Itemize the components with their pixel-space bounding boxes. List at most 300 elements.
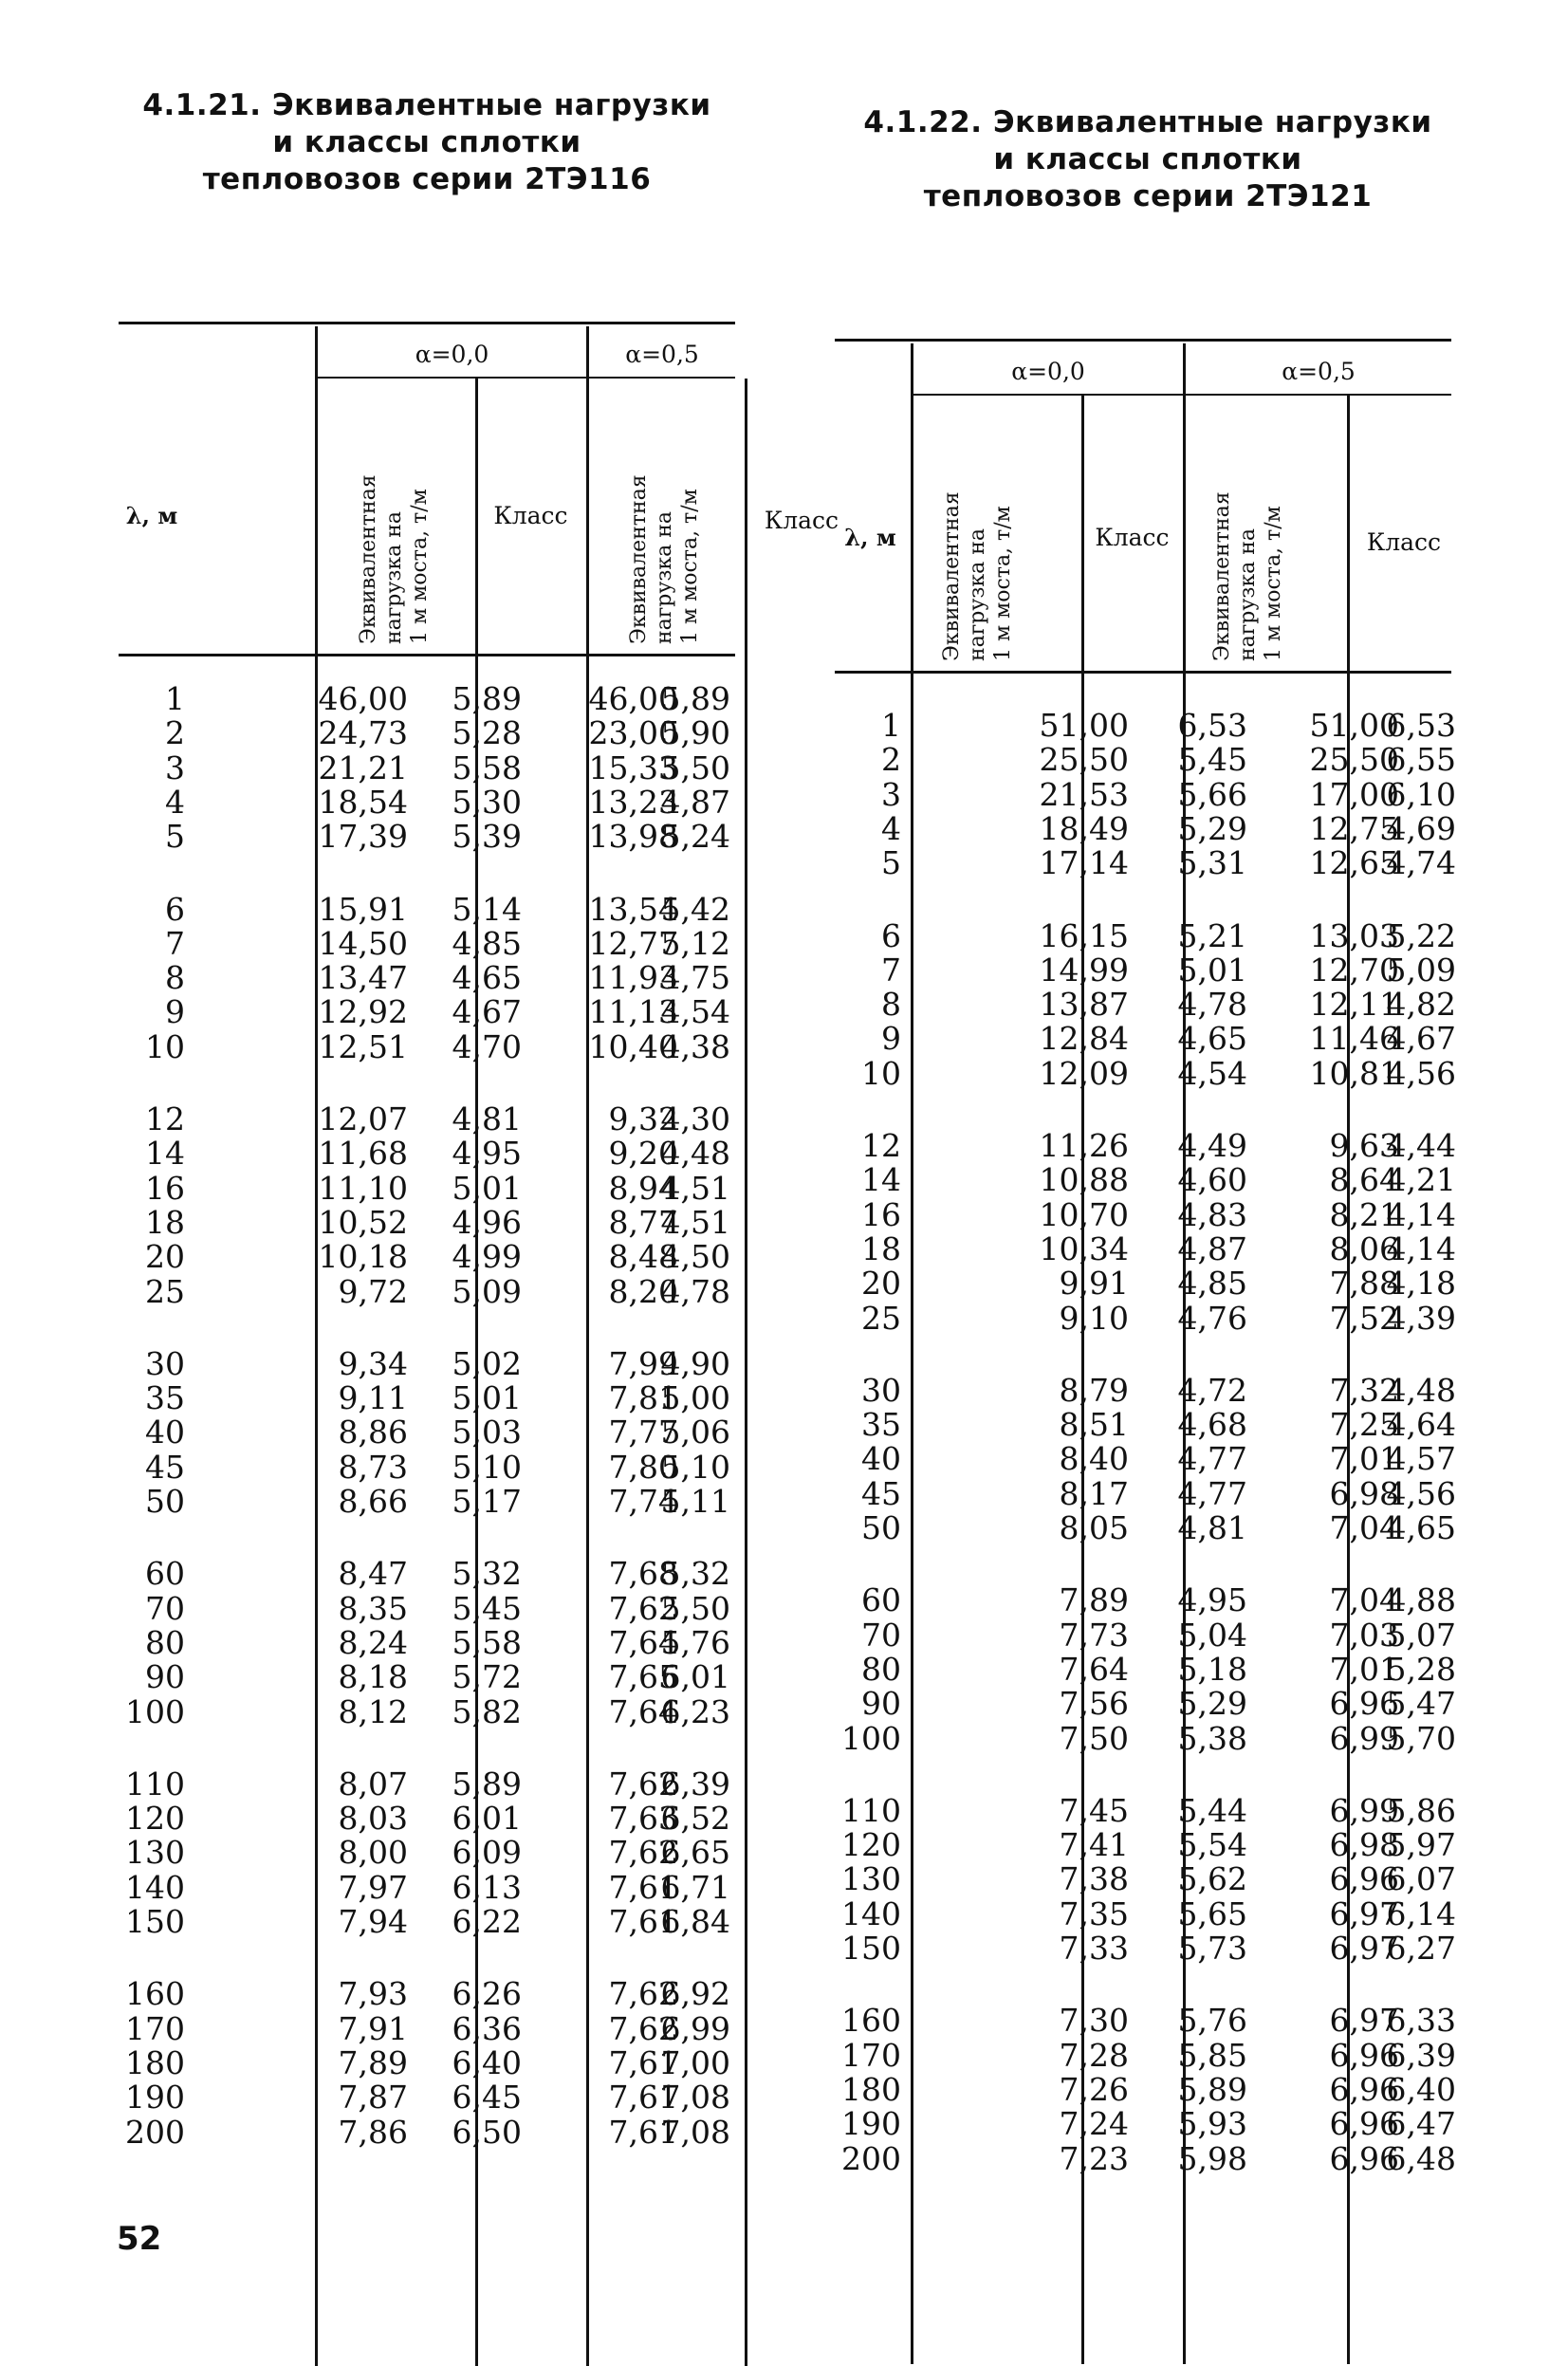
load-a0-cell: 7,87	[338, 2079, 408, 2116]
load-a05-cell: 7,88	[1329, 1265, 1399, 1303]
table-row	[835, 988, 1461, 1022]
load-a05-cell: 7,01	[1329, 1440, 1399, 1478]
page-number: 52	[117, 2220, 162, 2258]
class-a05-cell: 4,75	[660, 959, 730, 997]
load-a0-cell: 16,15	[1039, 916, 1129, 954]
table-row	[835, 953, 1461, 988]
load-a0-cell: 7,93	[338, 1975, 408, 2013]
table-row	[835, 1442, 1461, 1476]
load-a05-cell: 7,62	[608, 1589, 678, 1627]
lambda-cell: 120	[841, 1826, 901, 1864]
load-a05-cell: 23,00	[588, 714, 678, 752]
lambda-cell: 6	[881, 916, 901, 954]
table-row	[835, 2139, 1461, 2177]
load-a05-cell: 8,20	[608, 1272, 678, 1310]
lambda-cell: 3	[881, 775, 901, 813]
table-row	[119, 1102, 735, 1137]
table-row	[119, 1589, 735, 1627]
load-a05-cell: 7,61	[608, 1868, 678, 1906]
class-a05-cell: 4,87	[660, 783, 730, 821]
load-a0-cell: 21,21	[318, 749, 408, 786]
class-a0-cell: 4,85	[1177, 1265, 1247, 1303]
table-row	[119, 1977, 735, 2011]
class-a0-cell: 6,40	[452, 2043, 522, 2081]
table-row	[119, 890, 735, 928]
class-a05-cell: 5,50	[660, 749, 730, 786]
class-a0-cell: 5,58	[452, 1623, 522, 1661]
lambda-cell: 5	[165, 818, 185, 856]
table-row	[835, 2070, 1461, 2108]
class-a05-cell: 5,76	[660, 1623, 730, 1661]
class-a05-cell: 5,70	[1386, 1719, 1456, 1757]
class-header: Класс	[1366, 528, 1442, 556]
load-a05-cell: 17,00	[1309, 775, 1399, 813]
class-a0-cell: 5,02	[452, 1344, 522, 1382]
class-a05-cell: 4,48	[1386, 1371, 1456, 1409]
table-row	[119, 995, 735, 1029]
lambda-cell: 110	[841, 1791, 901, 1829]
class-a0-cell: 5,58	[452, 749, 522, 786]
lambda-cell: 14	[145, 1135, 185, 1173]
lambda-cell: 50	[145, 1483, 185, 1520]
table-row	[119, 1485, 735, 1519]
load-a05-cell: 10,81	[1309, 1054, 1399, 1092]
data-table	[835, 215, 1461, 2359]
load-a05-cell: 8,77	[608, 1203, 678, 1241]
table-row	[119, 1448, 735, 1486]
load-a05-cell: 6,96	[1329, 1685, 1399, 1723]
class-a0-cell: 5,38	[1177, 1719, 1247, 1757]
load-a0-cell: 12,84	[1039, 1020, 1129, 1058]
class-a05-cell: 5,09	[1386, 951, 1456, 989]
class-a05-cell: 4,65	[1386, 1509, 1456, 1546]
table-row	[119, 1415, 735, 1450]
table-top-rule	[119, 322, 735, 324]
class-a0-cell: 5,01	[452, 1169, 522, 1207]
class-a05-cell: 5,00	[660, 1379, 730, 1417]
lambda-cell: 100	[841, 1719, 901, 1757]
class-a05-cell: 4,48	[660, 1135, 730, 1173]
load-a0-cell: 7,33	[1059, 1930, 1129, 1967]
lambda-cell: 3	[165, 749, 185, 786]
table-row	[835, 709, 1461, 743]
lambda-cell: 180	[841, 2070, 901, 2108]
load-a0-cell: 7,89	[1059, 1581, 1129, 1619]
class-a0-cell: 5,10	[452, 1448, 522, 1486]
load-a0-cell: 7,50	[1059, 1719, 1129, 1757]
table-row	[835, 1583, 1461, 1617]
load-a05-cell: 12,11	[1309, 986, 1399, 1024]
table-title-line: и классы сплотки	[993, 142, 1302, 176]
load-a05-cell: 7,52	[1329, 1299, 1399, 1337]
table-4-1-22	[835, 104, 1461, 2359]
class-a0-cell: 5,14	[452, 890, 522, 928]
table-row	[119, 1557, 735, 1591]
load-a0-cell: 12,07	[318, 1100, 408, 1137]
table-row	[119, 682, 735, 716]
load-a0-cell: 12,51	[318, 1027, 408, 1065]
class-a0-cell: 5,17	[452, 1483, 522, 1520]
load-a0-cell: 7,97	[338, 1868, 408, 1906]
class-a05-cell: 4,44	[1386, 1127, 1456, 1164]
load-a05-cell: 11,13	[588, 993, 678, 1031]
class-a0-cell: 4,95	[452, 1135, 522, 1173]
class-a05-cell: 4,51	[660, 1203, 730, 1241]
class-a05-cell: 5,32	[660, 1555, 730, 1593]
class-a05-cell: 4,74	[1386, 844, 1456, 882]
class-a0-cell: 5,44	[1177, 1791, 1247, 1829]
table-row	[119, 2009, 735, 2047]
load-a0-cell: 10,34	[1039, 1229, 1129, 1267]
load-a05-cell: 7,32	[1329, 1371, 1399, 1409]
table-top-rule	[835, 339, 1451, 342]
table-title-line: и классы сплотки	[272, 125, 581, 159]
lambda-cell: 200	[841, 2139, 901, 2177]
class-a05-cell: 4,57	[1386, 1440, 1456, 1478]
load-a0-cell: 7,38	[1059, 1860, 1129, 1898]
lambda-cell: 45	[861, 1474, 901, 1512]
load-a05-cell: 12,65	[1309, 844, 1399, 882]
class-a05-cell: 4,82	[1386, 986, 1456, 1024]
class-a0-cell: 5,65	[1177, 1895, 1247, 1932]
load-a0-cell: 8,12	[338, 1692, 408, 1730]
lambda-cell: 120	[125, 1800, 185, 1838]
load-a0-cell: 11,68	[318, 1135, 408, 1173]
class-a05-cell: 4,30	[660, 1100, 730, 1137]
lambda-cell: 30	[861, 1371, 901, 1409]
class-a05-cell: 5,28	[1386, 1650, 1456, 1688]
lambda-cell: 200	[125, 2113, 185, 2151]
table-title-line: тепловозов серии 2ТЭ121	[923, 179, 1373, 213]
class-a05-cell: 6,84	[660, 1903, 730, 1940]
lambda-cell: 70	[861, 1616, 901, 1654]
lambda-cell: 14	[861, 1161, 901, 1199]
class-a0-cell: 5,09	[452, 1272, 522, 1310]
class-a0-cell: 4,81	[452, 1100, 522, 1137]
load-a0-cell: 8,79	[1059, 1371, 1129, 1409]
load-a0-cell: 7,28	[1059, 2036, 1129, 2074]
class-a05-cell: 4,21	[1386, 1161, 1456, 1199]
alpha-0-header: α=0,0	[415, 341, 489, 368]
class-a0-cell: 4,96	[452, 1203, 522, 1241]
lambda-cell: 140	[125, 1868, 185, 1906]
load-a0-cell: 12,92	[318, 993, 408, 1031]
load-a0-cell: 8,24	[338, 1623, 408, 1661]
table-row	[119, 1381, 735, 1415]
load-a05-cell: 9,32	[608, 1100, 678, 1137]
table-row	[835, 1371, 1461, 1409]
table-row	[119, 2080, 735, 2115]
load-a0-cell: 8,47	[338, 1555, 408, 1593]
table-row	[119, 1905, 735, 1939]
lambda-cell: 8	[881, 986, 901, 1024]
class-a0-cell: 5,82	[452, 1692, 522, 1730]
class-a05-cell: 6,01	[660, 1658, 730, 1696]
load-a05-cell: 8,48	[608, 1238, 678, 1276]
table-row	[119, 961, 735, 995]
table-row	[119, 2043, 735, 2081]
load-a0-cell: 11,26	[1039, 1127, 1129, 1164]
load-a0-cell: 7,30	[1059, 2002, 1129, 2040]
load-a05-cell: 6,97	[1329, 1895, 1399, 1932]
class-a05-cell: 4,50	[660, 1238, 730, 1276]
load-a0-cell: 7,86	[338, 2113, 408, 2151]
load-a0-cell: 9,11	[338, 1379, 408, 1417]
class-a05-cell: 4,14	[1386, 1195, 1456, 1233]
class-a0-cell: 4,83	[1177, 1195, 1247, 1233]
lambda-cell: 50	[861, 1509, 901, 1546]
lambda-cell: 70	[145, 1589, 185, 1627]
load-a05-cell: 7,03	[1329, 1616, 1399, 1654]
load-a0-cell: 46,00	[318, 680, 408, 717]
table-row	[835, 1266, 1461, 1301]
class-a0-cell: 6,45	[452, 2079, 522, 2116]
class-a0-cell: 5,04	[1177, 1616, 1247, 1654]
lambda-cell: 160	[125, 1975, 185, 2013]
load-a0-cell: 21,53	[1039, 775, 1129, 813]
load-a05-cell: 13,54	[588, 890, 678, 928]
class-a0-cell: 5,62	[1177, 1860, 1247, 1898]
load-a05-cell: 9,63	[1329, 1127, 1399, 1164]
load-a05-cell: 7,62	[608, 1834, 678, 1872]
lambda-cell: 12	[145, 1100, 185, 1137]
load-a05-cell: 25,50	[1309, 741, 1399, 779]
class-a05-cell: 6,33	[1386, 2002, 1456, 2040]
class-a0-cell: 4,54	[1177, 1054, 1247, 1092]
lambda-cell: 40	[861, 1440, 901, 1478]
lambda-cell: 45	[145, 1448, 185, 1486]
load-a0-cell: 7,26	[1059, 2070, 1129, 2108]
lambda-cell: 190	[125, 2079, 185, 2116]
load-a05-cell: 13,03	[1309, 916, 1399, 954]
class-a0-cell: 6,01	[452, 1800, 522, 1838]
table-row	[835, 1828, 1461, 1862]
alpha-05-header: α=0,5	[625, 341, 699, 368]
lambda-cell: 20	[145, 1238, 185, 1276]
load-a05-cell: 12,70	[1309, 951, 1399, 989]
load-a05-cell: 7,04	[1329, 1581, 1399, 1619]
load-a0-cell: 9,10	[1059, 1299, 1129, 1337]
class-a0-cell: 5,89	[452, 680, 522, 717]
load-a0-cell: 7,73	[1059, 1616, 1129, 1654]
class-a05-cell: 7,00	[660, 2043, 730, 2081]
class-a05-cell: 6,92	[660, 1975, 730, 2013]
class-a05-cell: 7,08	[660, 2079, 730, 2116]
lambda-cell: 140	[841, 1895, 901, 1932]
class-a05-cell: 6,71	[660, 1868, 730, 1906]
class-a05-cell: 5,90	[660, 714, 730, 752]
table-row	[119, 1692, 735, 1730]
class-a0-cell: 5,89	[452, 1765, 522, 1802]
class-header: Класс	[1095, 524, 1170, 551]
load-a0-cell: 8,86	[338, 1414, 408, 1451]
load-a0-cell: 8,07	[338, 1765, 408, 1802]
lambda-cell: 35	[861, 1406, 901, 1444]
class-a0-cell: 4,95	[1177, 1581, 1247, 1619]
class-a05-cell: 4,56	[1386, 1474, 1456, 1512]
lambda-cell: 160	[841, 2002, 901, 2040]
lambda-cell: 16	[145, 1169, 185, 1207]
class-a0-cell: 4,72	[1177, 1371, 1247, 1409]
load-a05-cell: 6,96	[1329, 2105, 1399, 2143]
header-bottom-rule	[119, 654, 735, 656]
table-row	[835, 1862, 1461, 1896]
class-a05-cell: 4,38	[660, 1027, 730, 1065]
class-a05-cell: 7,08	[660, 2113, 730, 2151]
class-a0-cell: 4,77	[1177, 1440, 1247, 1478]
alpha-rule	[911, 394, 1451, 396]
load-a05-cell: 13,23	[588, 783, 678, 821]
class-a0-cell: 5,39	[452, 818, 522, 856]
table-row	[119, 1344, 735, 1382]
load-a05-cell: 6,96	[1329, 2070, 1399, 2108]
class-a0-cell: 6,53	[1177, 707, 1247, 744]
table-row	[835, 916, 1461, 954]
class-a05-cell: 4,88	[1386, 1581, 1456, 1619]
load-a05-cell: 46,00	[588, 680, 678, 717]
class-a05-cell: 4,78	[660, 1272, 730, 1310]
load-a0-cell: 7,41	[1059, 1826, 1129, 1864]
table-row	[119, 1240, 735, 1274]
class-a05-cell: 5,06	[660, 1414, 730, 1451]
table-row	[835, 1229, 1461, 1267]
lambda-cell: 25	[861, 1299, 901, 1337]
load-a05-cell: 6,97	[1329, 2002, 1399, 2040]
load-a0-cell: 13,47	[318, 959, 408, 997]
class-a05-cell: 6,47	[1386, 2105, 1456, 2143]
class-a0-cell: 5,03	[452, 1414, 522, 1451]
load-header: Эквивалентная нагрузка на 1 м моста, т/м	[627, 474, 702, 644]
alpha-05-header: α=0,5	[1282, 358, 1356, 385]
lambda-cell: 80	[145, 1623, 185, 1661]
load-a05-cell: 7,80	[608, 1448, 678, 1486]
table-row	[835, 846, 1461, 880]
lambda-cell: 170	[841, 2036, 901, 2074]
class-a05-cell: 6,53	[1386, 707, 1456, 744]
table-row	[835, 1163, 1461, 1197]
load-a05-cell: 6,98	[1329, 1474, 1399, 1512]
load-a05-cell: 7,61	[608, 2113, 678, 2151]
load-a0-cell: 8,05	[1059, 1509, 1129, 1546]
lambda-cell: 60	[145, 1555, 185, 1593]
table-title-line: 4.1.22. Эквивалентные нагрузки	[863, 105, 1432, 139]
lambda-cell: 18	[145, 1203, 185, 1241]
class-a05-cell: 6,48	[1386, 2139, 1456, 2177]
load-a0-cell: 7,56	[1059, 1685, 1129, 1723]
load-a0-cell: 9,34	[338, 1344, 408, 1382]
class-a05-cell: 5,97	[1386, 1826, 1456, 1864]
table-row	[119, 1660, 735, 1694]
lambda-cell: 170	[125, 2009, 185, 2047]
table-row	[835, 775, 1461, 813]
class-a0-cell: 5,45	[452, 1589, 522, 1627]
lambda-cell: 4	[165, 783, 185, 821]
class-a0-cell: 6,50	[452, 2113, 522, 2151]
load-a0-cell: 7,91	[338, 2009, 408, 2047]
load-a0-cell: 7,35	[1059, 1895, 1129, 1932]
load-a05-cell: 8,94	[608, 1169, 678, 1207]
lambda-cell: 180	[125, 2043, 185, 2081]
load-a0-cell: 8,18	[338, 1658, 408, 1696]
load-a0-cell: 10,52	[318, 1203, 408, 1241]
class-a0-cell: 5,18	[1177, 1650, 1247, 1688]
lambda-cell: 7	[881, 951, 901, 989]
class-a0-cell: 6,36	[452, 2009, 522, 2047]
load-a0-cell: 8,00	[338, 1834, 408, 1872]
class-a05-cell: 5,10	[660, 1448, 730, 1486]
class-a05-cell: 5,07	[1386, 1616, 1456, 1654]
load-a0-cell: 18,54	[318, 783, 408, 821]
load-a0-cell: 8,73	[338, 1448, 408, 1486]
load-a05-cell: 7,63	[608, 1800, 678, 1838]
class-a0-cell: 5,30	[452, 783, 522, 821]
load-a05-cell: 7,04	[1329, 1509, 1399, 1546]
load-a05-cell: 15,33	[588, 749, 678, 786]
class-a0-cell: 5,66	[1177, 775, 1247, 813]
load-a05-cell: 7,65	[608, 1658, 678, 1696]
class-a0-cell: 5,01	[452, 1379, 522, 1417]
table-row	[835, 1897, 1461, 1932]
table-row	[119, 820, 735, 854]
data-table	[119, 198, 839, 2342]
table-row	[119, 751, 735, 786]
load-a05-cell: 6,96	[1329, 1860, 1399, 1898]
lambda-cell: 2	[165, 714, 185, 752]
class-a0-cell: 4,76	[1177, 1299, 1247, 1337]
class-a0-cell: 4,60	[1177, 1161, 1247, 1199]
load-a05-cell: 7,77	[608, 1414, 678, 1451]
class-a0-cell: 5,54	[1177, 1826, 1247, 1864]
table-row	[119, 1623, 735, 1661]
load-a05-cell: 6,98	[1329, 1826, 1399, 1864]
lambda-cell: 150	[125, 1903, 185, 1940]
table-row	[835, 1022, 1461, 1056]
load-a0-cell: 25,50	[1039, 741, 1129, 779]
load-a05-cell: 7,74	[608, 1483, 678, 1520]
load-a0-cell: 17,39	[318, 818, 408, 856]
class-a0-cell: 5,85	[1177, 2036, 1247, 2074]
load-a0-cell: 12,09	[1039, 1054, 1129, 1092]
load-a05-cell: 7,61	[608, 2079, 678, 2116]
lambda-cell: 190	[841, 2105, 901, 2143]
table-row	[119, 924, 735, 962]
lambda-cell: 110	[125, 1765, 185, 1802]
class-a0-cell: 5,98	[1177, 2139, 1247, 2177]
load-a05-cell: 13,98	[588, 818, 678, 856]
load-a05-cell: 8,64	[1329, 1161, 1399, 1199]
load-a0-cell: 18,49	[1039, 809, 1129, 847]
load-a0-cell: 10,18	[318, 1238, 408, 1276]
lambda-cell: 35	[145, 1379, 185, 1417]
lambda-cell: 4	[881, 809, 901, 847]
header-bottom-rule	[835, 671, 1451, 674]
load-header: Эквивалентная нагрузка на 1 м моста, т/м	[357, 474, 432, 644]
table-row	[119, 1027, 735, 1065]
class-a05-cell: 5,86	[1386, 1791, 1456, 1829]
table-row	[835, 1054, 1461, 1092]
load-a0-cell: 8,03	[338, 1800, 408, 1838]
load-a05-cell: 11,93	[588, 959, 678, 997]
load-a05-cell: 6,96	[1329, 2036, 1399, 2074]
class-a05-cell: 5,12	[660, 924, 730, 962]
table-row	[119, 1137, 735, 1171]
load-a05-cell: 11,46	[1309, 1020, 1399, 1058]
class-a05-cell: 6,39	[1386, 2036, 1456, 2074]
table-row	[835, 1474, 1461, 1512]
class-a0-cell: 5,28	[452, 714, 522, 752]
class-a05-cell: 6,55	[1386, 741, 1456, 779]
column-divider	[745, 379, 747, 2366]
